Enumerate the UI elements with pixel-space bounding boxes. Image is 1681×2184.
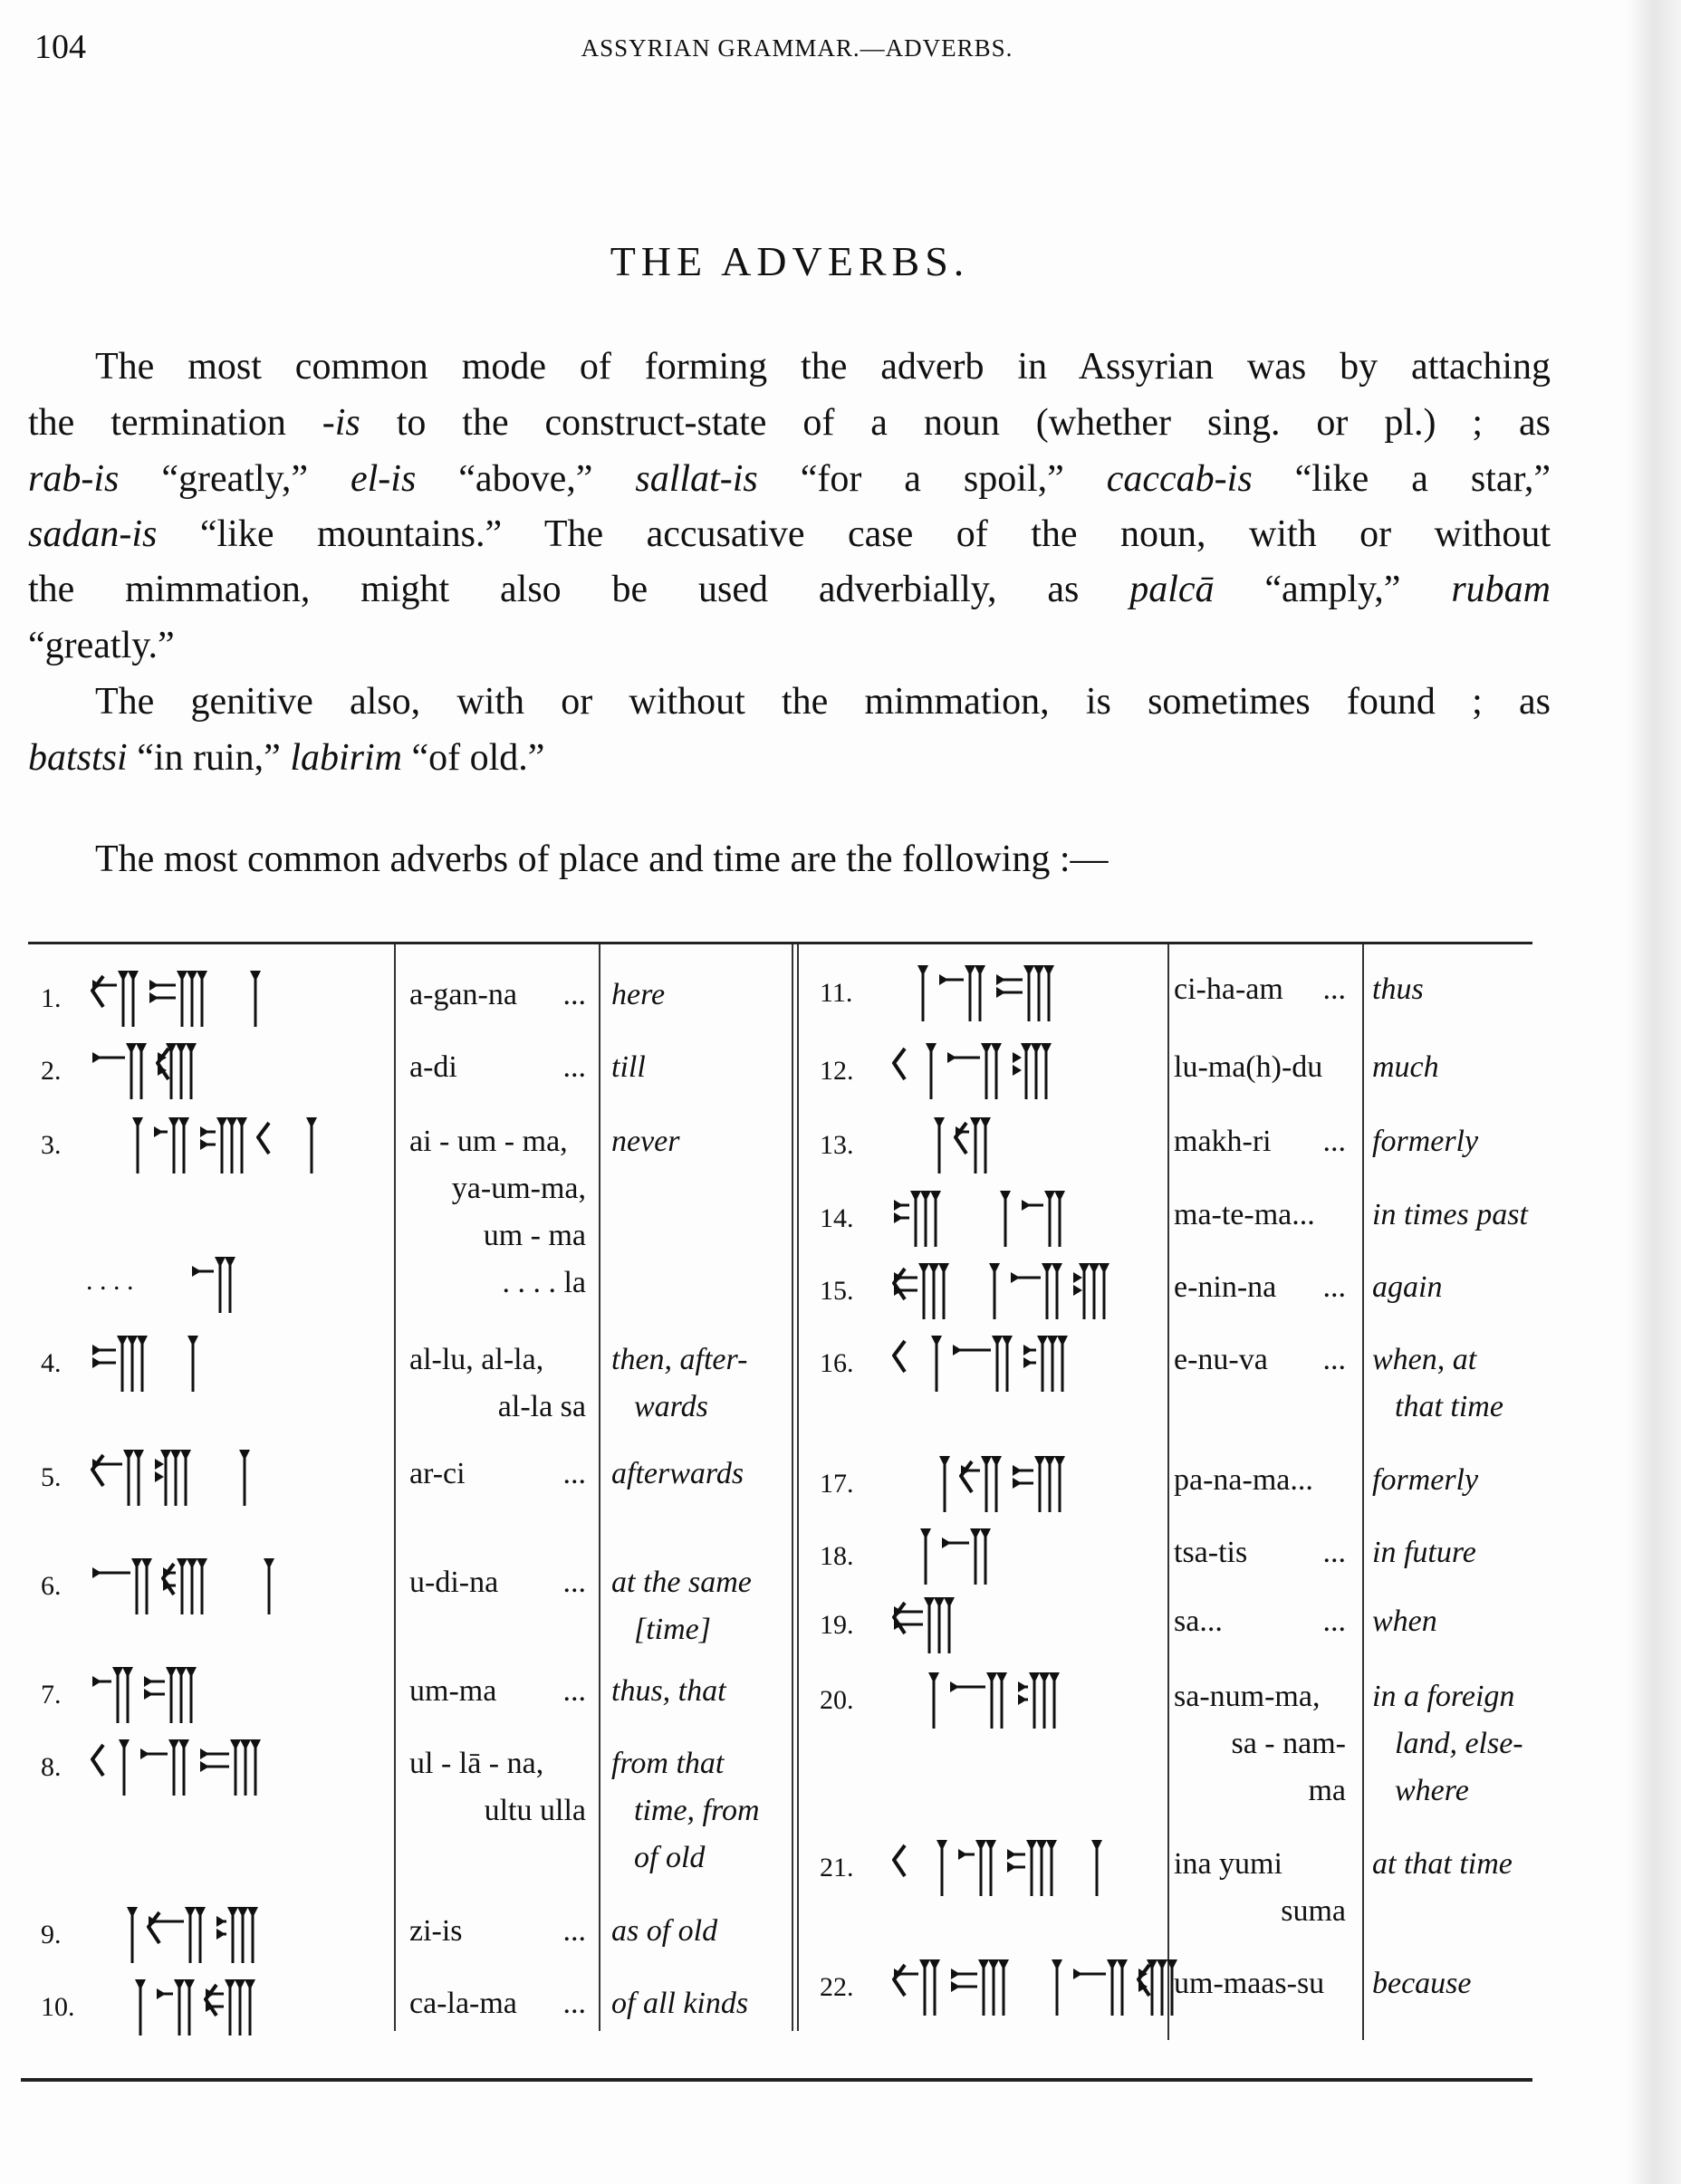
cuneiform-sign-icon — [1022, 1332, 1068, 1395]
entry-number: 10. — [41, 1992, 75, 2022]
cuneiform-sign-icon — [256, 1114, 317, 1177]
transliteration-continuation: ultu ulla — [484, 1794, 586, 1827]
english-meaning: thus, that — [611, 1674, 726, 1708]
transliteration — [409, 1566, 586, 1600]
cuneiform-group — [91, 1332, 198, 1395]
leader-dots: ... — [562, 1457, 586, 1490]
transliteration-text: sa-num-ma, — [1174, 1680, 1321, 1713]
transliteration — [409, 1674, 586, 1709]
transliteration-text: pa-na-ma... — [1174, 1463, 1313, 1497]
cuneiform-sign-icon — [216, 967, 261, 1030]
transliteration-text: u-di-na — [409, 1566, 499, 1599]
cuneiform-sign-icon — [892, 1332, 942, 1395]
text-segment: “above,” — [416, 458, 636, 500]
english-meaning: that time — [1395, 1390, 1503, 1423]
transliteration-text: zi-is — [409, 1914, 463, 1948]
english-meaning: thus — [1372, 972, 1424, 1006]
paragraph-line — [28, 566, 1551, 613]
cuneiform-group — [91, 1446, 250, 1509]
transliteration — [409, 1747, 586, 1781]
cuneiform-sign-icon — [950, 1187, 1011, 1250]
english-meaning: from that — [611, 1747, 725, 1780]
cuneiform-sign-icon — [142, 1663, 197, 1727]
text-segment: the termination — [28, 402, 322, 444]
transliteration — [1174, 1463, 1346, 1498]
text-segment: “in ruin,” — [127, 737, 291, 779]
english-meaning: again — [1372, 1270, 1443, 1304]
leader-dots: ... — [1322, 1536, 1346, 1569]
transliteration — [409, 1914, 586, 1949]
cuneiform-sign-icon — [91, 1663, 133, 1727]
cuneiform-sign-icon — [91, 1736, 130, 1799]
text-segment: to the construct-state of a noun (whether sing. or pl.) ; as — [360, 402, 1551, 444]
italic-term: sadan-is — [28, 513, 158, 555]
english-meaning: in future — [1372, 1536, 1476, 1569]
entry-number: 12. — [820, 1056, 854, 1086]
leader-dots: ... — [562, 978, 586, 1011]
cuneiform-sign-icon — [892, 1039, 937, 1103]
paragraph-line — [28, 734, 1551, 781]
paragraph-line — [95, 678, 1551, 725]
cuneiform-group — [91, 967, 261, 1030]
leader-dots: ... — [562, 1050, 586, 1084]
cuneiform-group — [892, 962, 1054, 1025]
cuneiform-group — [892, 1669, 1060, 1732]
cuneiform-sign-icon — [198, 1736, 261, 1799]
entry-number: 19. — [820, 1610, 854, 1640]
cuneiform-group — [892, 1525, 991, 1588]
transliteration — [1174, 972, 1346, 1007]
leader-dots: ... — [1322, 1270, 1346, 1304]
italic-term: caccab-is — [1106, 458, 1253, 500]
cuneiform-sign-icon — [892, 1836, 947, 1900]
entry-number: 17. — [820, 1469, 854, 1499]
cuneiform-group — [91, 1903, 258, 1967]
leader-dots: ... — [1322, 1604, 1346, 1638]
transliteration-continuation: um - ma — [483, 1219, 586, 1252]
entry-number: 4. — [41, 1348, 62, 1378]
transliteration — [1174, 1680, 1346, 1714]
italic-term: batstsi — [28, 737, 128, 779]
text-segment: The most common mode of forming the adverb in Assyrian was by attaching — [95, 346, 1551, 388]
transliteration-continuation: . . . . la — [502, 1266, 586, 1299]
transliteration-text: ina yumi — [1174, 1847, 1282, 1881]
transliteration-continuation: sa - nam- — [1231, 1727, 1346, 1760]
entry-number: 2. — [41, 1056, 62, 1086]
entry-number: 3. — [41, 1130, 62, 1160]
cuneiform-group — [892, 1260, 1109, 1323]
italic-term: -is — [322, 402, 360, 444]
leader-dots: ... — [562, 1674, 586, 1708]
transliteration-text: e-nu-va — [1174, 1343, 1268, 1376]
cuneiform-sign-icon — [994, 962, 1054, 1025]
paragraph-line — [28, 511, 1551, 558]
cuneiform-sign-icon — [892, 1114, 945, 1177]
cuneiform-sign-icon — [892, 1260, 949, 1323]
cuneiform-sign-icon — [91, 1332, 148, 1395]
transliteration-text: ul - lā - na, — [409, 1747, 544, 1780]
cuneiform-group — [892, 1594, 955, 1657]
cuneiform-sign-icon — [956, 1836, 996, 1900]
english-meaning: land, else- — [1395, 1727, 1523, 1760]
page-number: 104 — [34, 28, 86, 66]
english-meaning: here — [611, 978, 666, 1011]
transliteration — [1174, 1125, 1346, 1159]
cuneiform-sign-icon — [1011, 1452, 1065, 1516]
leader-dots: ... — [562, 1914, 586, 1948]
cuneiform-sign-icon — [148, 967, 207, 1030]
english-meaning: of all kinds — [611, 1987, 749, 2020]
cuneiform-sign-icon — [155, 1976, 195, 2039]
scan-edge — [1627, 0, 1681, 2184]
transliteration-text: ci-ha-am — [1174, 972, 1283, 1006]
cuneiform-sign-icon — [1066, 1836, 1102, 1900]
italic-term: sallat-is — [635, 458, 758, 500]
english-meaning: when, at — [1372, 1343, 1477, 1376]
english-meaning: when — [1372, 1604, 1437, 1638]
english-meaning: time, from — [634, 1794, 760, 1827]
cuneiform-sign-icon — [139, 1736, 189, 1799]
english-meaning: of old — [634, 1841, 706, 1874]
cuneiform-group — [892, 1836, 1102, 1900]
column-divider — [1362, 944, 1364, 2040]
cuneiform-sign-icon — [948, 1669, 1007, 1732]
english-meaning: because — [1372, 1967, 1472, 2000]
english-meaning: much — [1372, 1050, 1439, 1084]
transliteration-text: um-maas-su — [1174, 1967, 1325, 2000]
english-meaning: where — [1395, 1774, 1469, 1807]
english-meaning: in times past — [1372, 1198, 1528, 1231]
paragraph-line — [28, 622, 1551, 669]
entry-number: 1. — [41, 983, 62, 1013]
cuneiform-sign-icon — [91, 1976, 146, 2039]
english-meaning: [time] — [634, 1613, 711, 1646]
paragraph-line — [95, 343, 1551, 390]
cuneiform-sign-icon — [190, 1253, 235, 1317]
cuneiform-sign-icon — [1009, 1260, 1062, 1323]
english-meaning: as of old — [611, 1914, 718, 1948]
text-segment: “like mountains.” The accusative case of the noun, with or without — [157, 513, 1551, 555]
cuneiform-sign-icon — [959, 1452, 1002, 1516]
english-meaning: formerly — [1372, 1463, 1479, 1497]
leader-dots: ... — [1322, 1125, 1346, 1158]
cuneiform-sign-icon — [198, 1114, 247, 1177]
transliteration-text: ma-te-ma... — [1174, 1198, 1315, 1231]
italic-term: labirim — [290, 737, 402, 779]
leader-dots: ... — [562, 1987, 586, 2020]
italic-term: rab-is — [28, 458, 120, 500]
entry-number: 15. — [820, 1276, 854, 1306]
entry-number: 7. — [41, 1680, 62, 1710]
english-meaning: then, after- — [611, 1343, 748, 1376]
cuneiform-group — [91, 1976, 255, 2039]
entry-number: 9. — [41, 1920, 62, 1949]
transliteration-text: ai - um - ma, — [409, 1125, 568, 1158]
cuneiform-sign-icon — [157, 1332, 198, 1395]
cuneiform-sign-icon — [91, 1903, 138, 1967]
cuneiform-sign-icon — [1020, 1187, 1065, 1250]
continuation-dots: . . . . — [86, 1266, 134, 1296]
transliteration-text: e-nin-na — [1174, 1270, 1277, 1304]
text-segment: “greatly,” — [119, 458, 351, 500]
cuneiform-sign-icon — [1071, 1956, 1128, 2019]
cuneiform-sign-icon — [204, 1976, 255, 2039]
paragraph-line — [28, 399, 1551, 446]
cuneiform-sign-icon — [1071, 1260, 1109, 1323]
english-meaning: afterwards — [611, 1457, 744, 1490]
cuneiform-sign-icon — [1137, 1956, 1177, 2019]
cuneiform-sign-icon — [949, 1956, 1009, 2019]
transliteration-text: lu-ma(h)-du — [1174, 1050, 1323, 1084]
cuneiform-sign-icon — [892, 1452, 950, 1516]
cuneiform-sign-icon — [954, 1114, 991, 1177]
cuneiform-group — [892, 1956, 1177, 2019]
transliteration — [409, 1457, 586, 1491]
entry-number: 22. — [820, 1972, 854, 2002]
transliteration-text: al-lu, al-la, — [409, 1343, 544, 1376]
italic-term: el-is — [351, 458, 417, 500]
section-title: THE ADVERBS. — [610, 238, 970, 284]
italic-term: rubam — [1451, 569, 1551, 610]
cuneiform-sign-icon — [200, 1446, 250, 1509]
column-divider — [394, 944, 396, 2031]
transliteration — [1174, 1198, 1346, 1232]
transliteration — [409, 1125, 586, 1159]
cuneiform-sign-icon — [892, 962, 928, 1025]
transliteration — [1174, 1050, 1346, 1085]
cuneiform-sign-icon — [91, 1039, 147, 1103]
english-meaning: till — [611, 1050, 646, 1084]
entry-number: 18. — [820, 1541, 854, 1571]
cuneiform-sign-icon — [215, 1903, 258, 1967]
english-meaning: formerly — [1372, 1125, 1479, 1158]
transliteration-text: um-ma — [409, 1674, 497, 1708]
transliteration-text: makh-ri — [1174, 1125, 1272, 1158]
leader-dots: ... — [1322, 972, 1346, 1006]
cuneiform-sign-icon — [91, 1446, 144, 1509]
transliteration-continuation: suma — [1281, 1894, 1346, 1928]
transliteration — [1174, 1847, 1346, 1882]
entry-number: 21. — [820, 1853, 854, 1882]
cuneiform-sign-icon — [892, 1187, 941, 1250]
cuneiform-sign-icon — [1018, 1956, 1062, 2019]
cuneiform-group — [190, 1253, 235, 1317]
cuneiform-group — [91, 1663, 197, 1727]
cuneiform-sign-icon — [892, 1594, 955, 1657]
transliteration-text: ar-ci — [409, 1457, 466, 1490]
cuneiform-sign-icon — [1011, 1039, 1052, 1103]
column-divider — [797, 944, 799, 2031]
column-divider — [1167, 944, 1169, 2040]
entry-number: 20. — [820, 1685, 854, 1715]
cuneiform-group — [892, 1332, 1068, 1395]
cuneiform-sign-icon — [161, 1555, 207, 1618]
text-segment: The genitive also, with or without the mimmation, is sometimes found ; as — [95, 681, 1551, 723]
transliteration-continuation: ya-um-ma, — [451, 1172, 586, 1205]
entry-number: 16. — [820, 1348, 854, 1378]
transliteration — [1174, 1343, 1346, 1377]
cuneiform-sign-icon — [951, 1332, 1013, 1395]
transliteration — [1174, 1967, 1346, 2001]
cuneiform-group — [91, 1039, 197, 1103]
cuneiform-sign-icon — [1005, 1836, 1057, 1900]
english-meaning: never — [611, 1125, 680, 1158]
transliteration-continuation: ma — [1308, 1774, 1346, 1807]
cuneiform-group — [91, 1736, 261, 1799]
text-segment: “for a spoil,” — [757, 458, 1107, 500]
cuneiform-group — [91, 1114, 317, 1177]
text-segment: “greatly.” — [28, 625, 175, 666]
cuneiform-sign-icon — [216, 1555, 274, 1618]
paragraph-line — [28, 455, 1551, 503]
cuneiform-group — [892, 1187, 1065, 1250]
cuneiform-sign-icon — [892, 1956, 940, 2019]
transliteration-text: a-di — [409, 1050, 457, 1084]
cuneiform-sign-icon — [91, 967, 139, 1030]
cuneiform-sign-icon — [156, 1039, 197, 1103]
leader-dots: ... — [562, 1566, 586, 1599]
english-meaning: in a foreign — [1372, 1680, 1515, 1713]
cuneiform-sign-icon — [892, 1525, 931, 1588]
column-divider — [599, 944, 600, 2031]
transliteration-text: sa... — [1174, 1604, 1223, 1638]
cuneiform-group — [91, 1555, 274, 1618]
cuneiform-sign-icon — [91, 1114, 143, 1177]
entry-number: 11. — [820, 978, 853, 1008]
english-meaning: at the same — [611, 1566, 752, 1599]
text-segment: the mimmation, might also be used adverbially, as — [28, 569, 1130, 610]
entry-number: 6. — [41, 1571, 62, 1601]
transliteration — [409, 1050, 586, 1085]
cuneiform-sign-icon — [946, 1039, 1002, 1103]
entry-number: 8. — [41, 1752, 62, 1782]
cuneiform-sign-icon — [147, 1903, 206, 1967]
cuneiform-sign-icon — [91, 1555, 152, 1618]
text-segment: “amply,” — [1214, 569, 1452, 610]
cuneiform-sign-icon — [892, 1669, 939, 1732]
cuneiform-group — [892, 1114, 991, 1177]
transliteration-text: a-gan-na — [409, 978, 517, 1011]
text-segment: “like a star,” — [1252, 458, 1551, 500]
cuneiform-group — [892, 1039, 1052, 1103]
cuneiform-group — [892, 1452, 1065, 1516]
running-title: ASSYRIAN GRAMMAR.—ADVERBS. — [581, 34, 1013, 62]
cuneiform-sign-icon — [153, 1446, 191, 1509]
table-top-rule — [28, 942, 1532, 944]
paragraph-line — [95, 836, 1551, 883]
transliteration-text: tsa-tis — [1174, 1536, 1248, 1569]
italic-term: palcā — [1129, 569, 1215, 610]
text-segment: The most common adverbs of place and time are the following :— — [95, 838, 1109, 880]
english-meaning: at that time — [1372, 1847, 1513, 1881]
transliteration — [1174, 1536, 1346, 1570]
cuneiform-sign-icon — [958, 1260, 1000, 1323]
transliteration — [409, 1987, 586, 2021]
entry-number: 13. — [820, 1130, 854, 1160]
transliteration — [1174, 1270, 1346, 1305]
transliteration-continuation: al-la sa — [497, 1390, 586, 1423]
text-segment: “of old.” — [402, 737, 545, 779]
cuneiform-sign-icon — [1016, 1669, 1060, 1732]
leader-dots: ... — [1322, 1343, 1346, 1376]
cuneiform-sign-icon — [940, 1525, 991, 1588]
cuneiform-sign-icon — [937, 962, 985, 1025]
english-meaning: wards — [634, 1390, 708, 1423]
transliteration — [1174, 1604, 1346, 1639]
entry-number: 5. — [41, 1462, 62, 1492]
transliteration-text: ca-la-ma — [409, 1987, 517, 2020]
entry-number: 14. — [820, 1203, 854, 1233]
column-divider — [792, 944, 793, 2031]
transliteration — [409, 1343, 586, 1377]
transliteration — [409, 978, 586, 1012]
table-bottom-rule — [21, 2078, 1532, 2082]
cuneiform-sign-icon — [152, 1114, 189, 1177]
